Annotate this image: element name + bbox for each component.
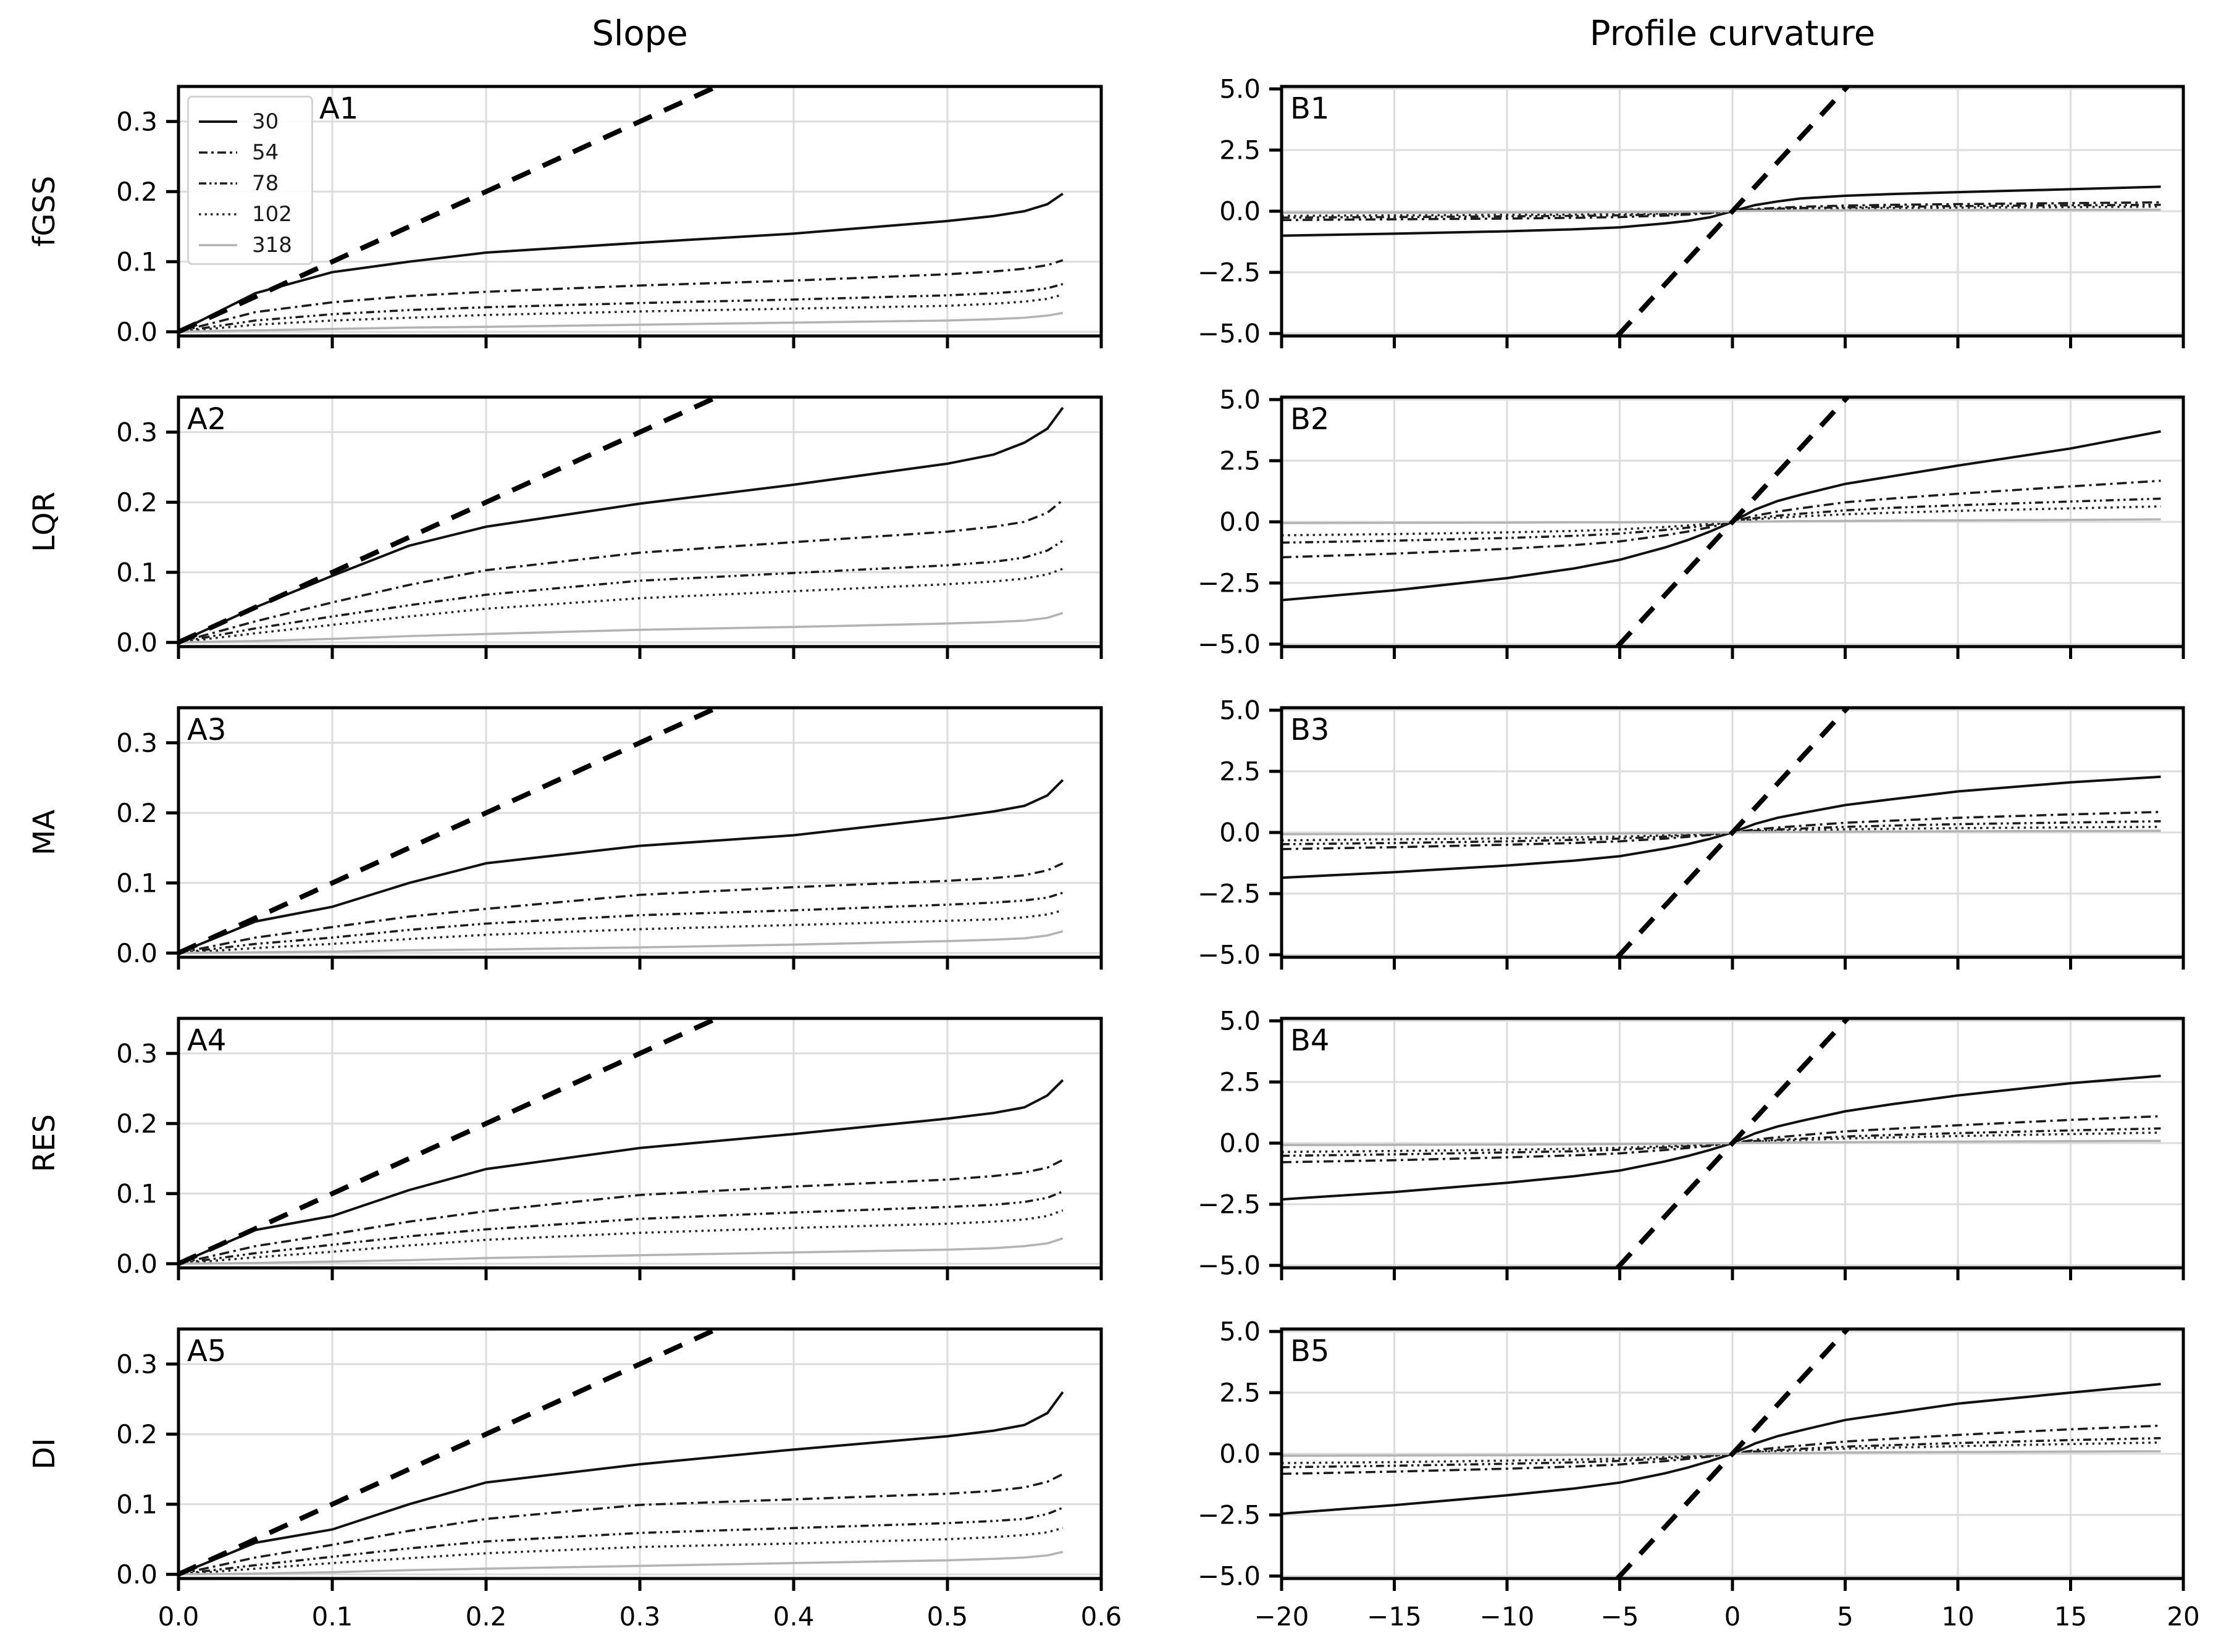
legend-entry-54 <box>198 137 311 168</box>
y-tick-label: 0.3 <box>116 727 157 758</box>
y-tick-label: 0.2 <box>116 176 157 207</box>
panel-b5 <box>1198 1317 2200 1632</box>
y-tick-label: −5.0 <box>1198 1250 1261 1281</box>
legend-label: 54 <box>252 140 279 165</box>
legend-line-solid-dark-icon <box>198 119 238 125</box>
y-tick-label: −2.5 <box>1198 1189 1261 1220</box>
panel-label-b1: B1 <box>1290 91 1330 126</box>
series-line-54 <box>178 863 1063 953</box>
x-tick-label: 20 <box>2167 1601 2200 1632</box>
x-tick-label: 0.2 <box>465 1601 507 1632</box>
panel-label-b4: B4 <box>1290 1023 1330 1058</box>
series-line-318 <box>178 613 1063 643</box>
series-line-318 <box>178 1238 1063 1264</box>
x-tick-label: −5 <box>1600 1601 1639 1632</box>
legend-label: 318 <box>252 233 292 258</box>
panel-label-b2: B2 <box>1290 402 1330 437</box>
x-tick-label: 0 <box>1724 1601 1741 1632</box>
legend-line-dash-dot-icon <box>198 149 238 156</box>
y-tick-label: 0.0 <box>1219 196 1261 227</box>
y-tick-label: 0.1 <box>116 246 157 277</box>
y-tick-label: 0.1 <box>116 1489 157 1520</box>
panel-label-b5: B5 <box>1290 1334 1330 1369</box>
panel-label-a4: A4 <box>187 1023 227 1058</box>
y-tick-label: 0.2 <box>116 1419 157 1449</box>
row-label-res: RES <box>27 1113 62 1173</box>
x-tick-label: 0.6 <box>1080 1601 1122 1632</box>
x-tick-label: 10 <box>1941 1601 1975 1632</box>
y-tick-label: 0.0 <box>116 627 157 658</box>
panel-label-a2: A2 <box>187 402 227 437</box>
x-tick-label: 0.0 <box>157 1601 199 1632</box>
series-line-30 <box>1282 777 2161 878</box>
y-tick-label: 0.2 <box>116 1108 157 1139</box>
legend-label: 78 <box>252 171 279 196</box>
y-tick-label: 0.0 <box>1219 1438 1261 1469</box>
y-tick-label: 0.0 <box>1219 506 1261 537</box>
y-tick-label: 5.0 <box>1219 384 1261 415</box>
y-tick-label: 0.2 <box>116 487 157 518</box>
series-line-30 <box>1282 1384 2161 1514</box>
series-line-30 <box>1282 432 2161 600</box>
row-label-di: DI <box>27 1438 62 1470</box>
series-line-30 <box>178 780 1063 953</box>
series-line-318 <box>178 1552 1063 1574</box>
row-label-lqr: LQR <box>27 492 62 552</box>
y-tick-label: −2.5 <box>1198 568 1261 598</box>
y-tick-label: 0.0 <box>116 937 157 968</box>
panel-label-a3: A3 <box>187 713 227 747</box>
legend-label: 102 <box>252 202 292 227</box>
panel-a4 <box>116 1017 1101 1280</box>
y-tick-label: 2.5 <box>1219 756 1261 787</box>
y-tick-label: 0.2 <box>116 797 157 828</box>
row-label-ma: MA <box>27 809 62 856</box>
x-tick-label: 0.5 <box>926 1601 968 1632</box>
y-tick-label: 5.0 <box>1219 73 1261 104</box>
y-tick-label: 0.0 <box>1219 817 1261 848</box>
series-line-102 <box>178 295 1063 332</box>
series-line-318 <box>178 931 1063 953</box>
x-tick-label: 15 <box>2054 1601 2088 1632</box>
panel-label-a5: A5 <box>187 1334 227 1369</box>
y-tick-label: 5.0 <box>1219 1005 1261 1036</box>
y-tick-label: 0.3 <box>116 1349 157 1380</box>
y-tick-label: 5.0 <box>1219 695 1261 726</box>
y-tick-label: 0.0 <box>116 1248 157 1279</box>
x-tick-label: −15 <box>1367 1601 1422 1632</box>
series-line-78 <box>178 541 1063 643</box>
y-tick-label: 0.0 <box>116 1559 157 1590</box>
panel-a5 <box>116 1328 1122 1632</box>
x-tick-label: 0.4 <box>773 1601 815 1632</box>
series-line-54 <box>178 500 1063 642</box>
y-tick-label: −5.0 <box>1198 629 1261 660</box>
legend <box>187 96 313 265</box>
y-tick-label: 0.0 <box>1219 1128 1261 1159</box>
panel-label-b3: B3 <box>1290 713 1330 747</box>
column-title-slope: Slope <box>592 14 688 54</box>
legend-line-dash-dot-dot-icon <box>198 180 238 187</box>
panel-b4 <box>1198 1006 2183 1281</box>
y-tick-label: 0.3 <box>116 106 157 137</box>
legend-entry-78 <box>198 168 311 199</box>
legend-entry-102 <box>198 199 311 230</box>
y-tick-label: 0.1 <box>116 868 157 899</box>
y-tick-label: 0.1 <box>116 557 157 588</box>
legend-line-dotted-icon <box>198 211 238 217</box>
row-label-fgss: fGSS <box>27 175 62 247</box>
legend-label: 30 <box>252 109 279 134</box>
y-tick-label: 2.5 <box>1219 1067 1261 1097</box>
y-tick-label: −2.5 <box>1198 878 1261 909</box>
x-tick-label: 5 <box>1837 1601 1854 1632</box>
panel-b2 <box>1198 385 2183 660</box>
x-tick-label: 0.1 <box>311 1601 353 1632</box>
y-tick-label: 2.5 <box>1219 445 1261 476</box>
x-tick-label: −20 <box>1254 1601 1309 1632</box>
panel-a3 <box>116 707 1101 970</box>
y-tick-label: 2.5 <box>1219 1377 1261 1408</box>
series-line-30 <box>1282 1076 2161 1199</box>
panel-b3 <box>1198 695 2183 970</box>
y-tick-label: −5.0 <box>1198 1561 1261 1591</box>
series-line-30 <box>178 1080 1063 1264</box>
legend-entry-318 <box>198 230 311 261</box>
panel-label-a1: A1 <box>319 91 359 126</box>
x-tick-label: 0.3 <box>619 1601 661 1632</box>
y-tick-label: −2.5 <box>1198 1499 1261 1530</box>
y-tick-label: 0.0 <box>116 316 157 347</box>
y-tick-label: −5.0 <box>1198 939 1261 970</box>
y-tick-label: 0.1 <box>116 1178 157 1209</box>
series-line-54 <box>178 1474 1063 1574</box>
panel-b1 <box>1198 74 2183 349</box>
y-tick-label: 2.5 <box>1219 135 1261 166</box>
y-tick-label: −2.5 <box>1198 257 1261 288</box>
x-tick-label: −10 <box>1479 1601 1535 1632</box>
y-tick-label: 0.3 <box>116 1038 157 1069</box>
y-tick-label: 5.0 <box>1219 1316 1261 1347</box>
y-tick-label: 0.3 <box>116 417 157 448</box>
legend-entry-30 <box>198 106 311 137</box>
series-line-54 <box>178 1160 1063 1264</box>
panel-a2 <box>116 396 1101 659</box>
legend-line-solid-light-icon <box>198 242 238 248</box>
column-title-profile-curvature: Profile curvature <box>1589 14 1876 54</box>
y-tick-label: −5.0 <box>1198 318 1261 349</box>
